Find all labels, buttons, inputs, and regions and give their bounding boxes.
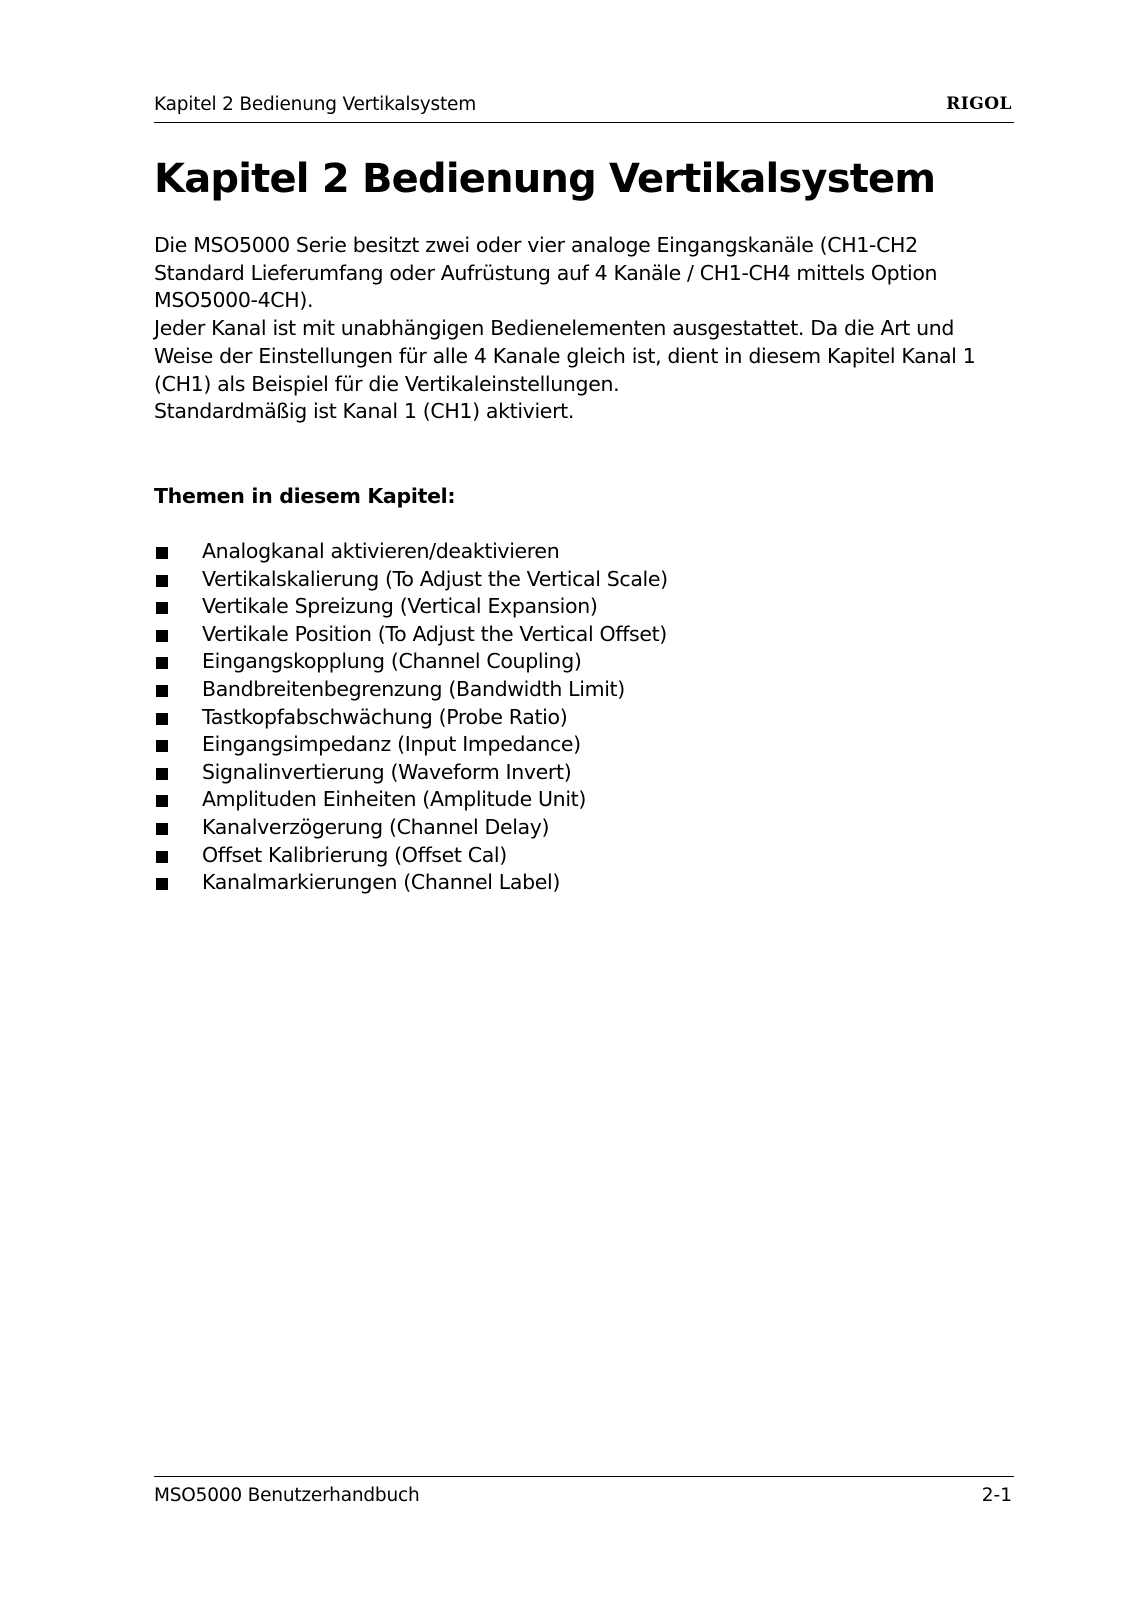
page-footer bbox=[154, 1476, 1014, 1517]
square-bullet-icon bbox=[156, 768, 168, 780]
list-item-text: Bandbreitenbegrenzung (Bandwidth Limit) bbox=[202, 676, 625, 701]
list-item bbox=[154, 842, 668, 870]
list-item-text: Kanalmarkierungen (Channel Label) bbox=[202, 870, 561, 895]
list-item bbox=[154, 731, 668, 759]
list-item bbox=[154, 869, 668, 897]
square-bullet-icon bbox=[156, 878, 168, 890]
square-bullet-icon bbox=[156, 657, 168, 669]
intro-line: Jeder Kanal ist mit unabhängigen Bedienelementen ausgestattet. Da die Art und bbox=[154, 316, 955, 341]
list-item-text: Amplituden Einheiten (Amplitude Unit) bbox=[202, 787, 587, 812]
list-item-text: Kanalverzögerung (Channel Delay) bbox=[202, 814, 550, 839]
page-number: 2-1 bbox=[981, 1485, 1012, 1506]
list-item bbox=[154, 593, 668, 621]
list-item bbox=[154, 621, 668, 649]
list-item bbox=[154, 786, 668, 814]
list-item-text: Vertikale Position (To Adjust the Vertical Offset) bbox=[202, 621, 667, 646]
manual-name: MSO5000 Benutzerhandbuch bbox=[154, 1485, 420, 1506]
rigol-logo: RIGOL bbox=[946, 94, 1012, 114]
square-bullet-icon bbox=[156, 575, 168, 587]
list-item-text: Eingangsimpedanz (Input Impedance) bbox=[202, 732, 581, 757]
intro-line: Standard Lieferumfang oder Aufrüstung auf 4 Kanäle / CH1-CH4 mittels Option bbox=[154, 260, 938, 285]
list-item-text: Offset Kalibrierung (Offset Cal) bbox=[202, 842, 507, 867]
list-item-text: Vertikale Spreizung (Vertical Expansion) bbox=[202, 594, 598, 619]
square-bullet-icon bbox=[156, 713, 168, 725]
list-item bbox=[154, 648, 668, 676]
square-bullet-icon bbox=[156, 740, 168, 752]
list-item bbox=[154, 704, 668, 732]
square-bullet-icon bbox=[156, 547, 168, 559]
list-item-text: Tastkopfabschwächung (Probe Ratio) bbox=[202, 704, 568, 729]
intro-line: Weise der Einstellungen für alle 4 Kanale gleich ist, dient in diesem Kapitel Kanal 1 bbox=[154, 343, 976, 368]
intro-line: Die MSO5000 Serie besitzt zwei oder vier analoge Eingangskanäle (CH1-CH2 bbox=[154, 233, 918, 257]
square-bullet-icon bbox=[156, 685, 168, 697]
list-item bbox=[154, 814, 668, 842]
list-item bbox=[154, 676, 668, 704]
page-header bbox=[154, 92, 1014, 123]
list-item-text: Eingangskopplung (Channel Coupling) bbox=[202, 649, 582, 674]
square-bullet-icon bbox=[156, 823, 168, 835]
list-item-text: Vertikalskalierung (To Adjust the Vertical Scale) bbox=[202, 566, 668, 591]
intro-paragraph bbox=[154, 232, 1014, 426]
square-bullet-icon bbox=[156, 851, 168, 863]
topics-heading: Themen in diesem Kapitel: bbox=[154, 484, 456, 508]
list-item bbox=[154, 759, 668, 787]
square-bullet-icon bbox=[156, 602, 168, 614]
intro-line: (CH1) als Beispiel für die Vertikaleinstellungen. bbox=[154, 371, 620, 396]
intro-line: Standardmäßig ist Kanal 1 (CH1) aktiviert. bbox=[154, 399, 575, 424]
running-title: Kapitel 2 Bedienung Vertikalsystem bbox=[154, 94, 477, 115]
topics-list bbox=[154, 538, 668, 897]
chapter-title: Kapitel 2 Bedienung Vertikalsystem bbox=[154, 156, 936, 202]
intro-line: MSO5000-4CH). bbox=[154, 288, 314, 313]
square-bullet-icon bbox=[156, 795, 168, 807]
list-item-text: Signalinvertierung (Waveform Invert) bbox=[202, 759, 572, 784]
list-item-text: Analogkanal aktivieren/deaktivieren bbox=[202, 539, 560, 563]
list-item bbox=[154, 566, 668, 594]
square-bullet-icon bbox=[156, 630, 168, 642]
list-item bbox=[154, 538, 668, 566]
